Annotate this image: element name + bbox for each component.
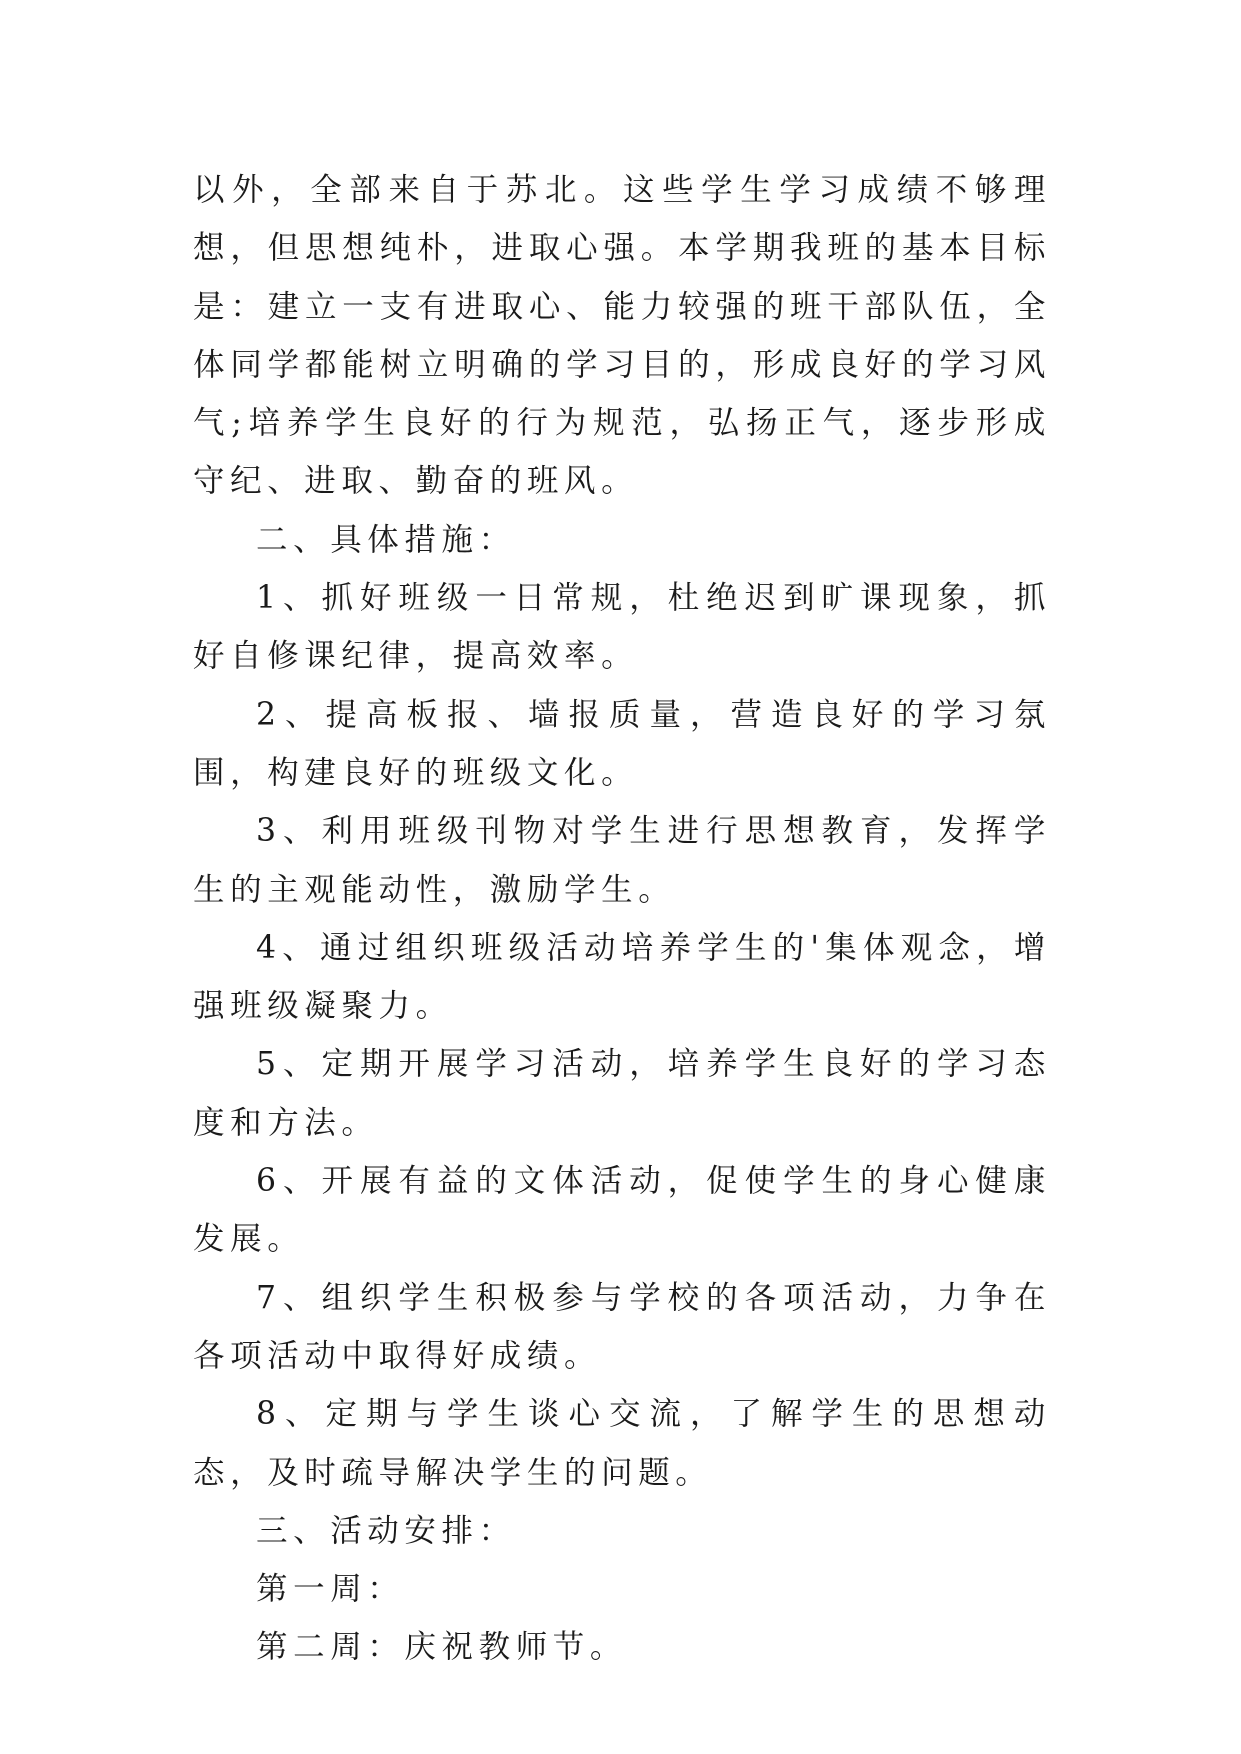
heading-specific-measures: 二、具体措施：	[256, 521, 516, 558]
heading-activity-schedule: 三、活动安排：	[256, 1512, 516, 1549]
measure-item-5: 5、定期开展学习活动，培养学生良好的学习态度和方法。	[193, 1046, 1051, 1141]
measure-item-1: 1、抓好班级一日常规，杜绝迟到旷课现象，抓好自修课纪律，提高效率。	[193, 580, 1051, 675]
measure-item-2: 2、提高板报、墙报质量，营造良好的学习氛围，构建良好的班级文化。	[193, 696, 1051, 791]
schedule-week-1: 第一周：	[256, 1571, 405, 1608]
measure-item-6: 6、开展有益的文体活动，促使学生的身心健康发展。	[193, 1163, 1051, 1258]
schedule-week-2: 第二周：庆祝教师节。	[256, 1629, 628, 1666]
document-body	[193, 161, 1051, 1677]
measure-item-8: 8、定期与学生谈心交流，了解学生的思想动态，及时疏导解决学生的问题。	[193, 1396, 1051, 1491]
paragraph-intro-continued: 以外，全部来自于苏北。这些学生学习成绩不够理想，但思想纯朴，进取心强。本学期我班的基本目标是：建立一支有进取心、能力较强的班干部队伍，全体同学都能树立明确的学习目的，形成良好的学习风气;培养学生良好的行为规范，弘扬正气，逐步形成守纪、进取、勤奋的班风。	[193, 172, 1051, 500]
measure-item-4: 4、通过组织班级活动培养学生的'集体观念，增强班级凝聚力。	[193, 929, 1051, 1025]
measure-item-7: 7、组织学生积极参与学校的各项活动，力争在各项活动中取得好成绩。	[193, 1279, 1051, 1374]
measure-item-3: 3、利用班级刊物对学生进行思想教育，发挥学生的主观能动性，激励学生。	[193, 813, 1051, 908]
